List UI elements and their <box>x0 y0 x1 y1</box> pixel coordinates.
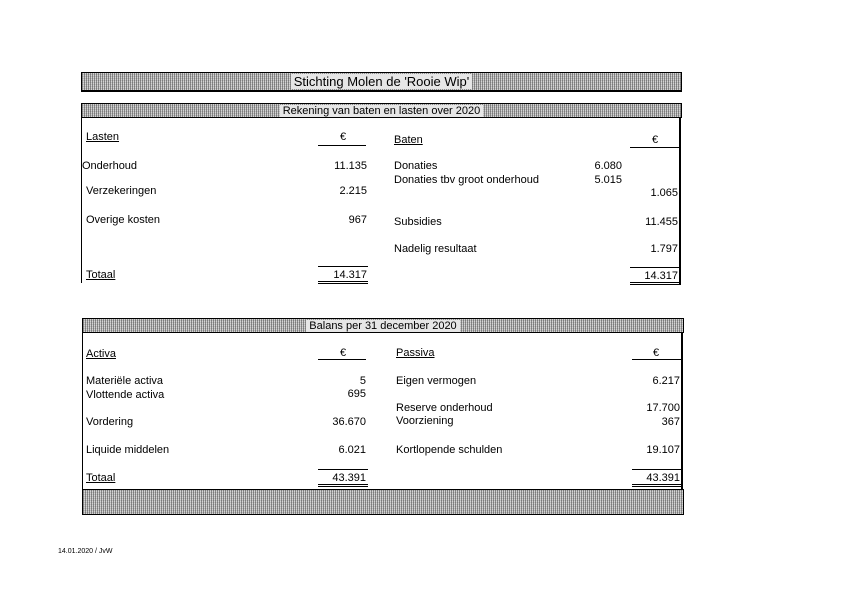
baten-value-donaties-groot: 1.065 <box>650 187 678 199</box>
baten-label-donaties: Donaties <box>394 160 438 172</box>
passiva-value-eigen: 6.217 <box>652 375 680 387</box>
activa-value-materiele: 5 <box>359 375 366 387</box>
passiva-currency: € <box>653 347 660 359</box>
lasten-value-verzekeringen: 2.215 <box>339 185 367 197</box>
baten-sub-donaties: 6.080 <box>594 160 622 172</box>
title-underline <box>81 90 682 92</box>
baten-total-rule-2 <box>630 284 680 285</box>
baten-header: Baten <box>394 134 423 146</box>
baten-total-rule-1 <box>630 282 680 283</box>
passiva-label-reserve: Reserve onderhoud <box>396 402 493 414</box>
passiva-total-rule-1 <box>632 484 682 485</box>
section1-left-border <box>81 118 82 283</box>
lasten-value-overige: 967 <box>348 214 367 226</box>
activa-currency-rule <box>318 359 366 360</box>
baten-label-donaties-groot: Donaties tbv groot onderhoud <box>394 174 539 186</box>
activa-label-materiele: Materiële activa <box>86 375 164 387</box>
section2-total-label: Totaal <box>86 472 116 484</box>
baten-currency: € <box>652 134 659 146</box>
passiva-total-value: 43.391 <box>646 472 680 484</box>
passiva-value-kortlopende: 19.107 <box>646 444 680 456</box>
baten-total-top-rule <box>630 267 680 268</box>
lasten-label-overige: Overige kosten <box>86 214 160 226</box>
baten-currency-rule <box>630 147 680 148</box>
section2-heading-bar <box>82 318 684 333</box>
title-bar <box>81 72 682 91</box>
activa-total-rule-2 <box>318 486 368 487</box>
baten-value-nadelig: 1.797 <box>650 243 678 255</box>
section1-right-border <box>679 118 681 285</box>
baten-sub-donaties-groot: 5.015 <box>594 174 622 186</box>
passiva-label-voorziening: Voorziening <box>396 415 454 427</box>
lasten-total-rule-2 <box>318 283 368 284</box>
passiva-label-eigen: Eigen vermogen <box>396 375 477 387</box>
lasten-currency-rule <box>318 145 366 146</box>
passiva-total-rule-2 <box>632 486 682 487</box>
lasten-header: Lasten <box>86 131 120 143</box>
baten-label-nadelig: Nadelig resultaat <box>394 243 477 255</box>
activa-label-vlottende: Vlottende activa <box>86 389 165 401</box>
passiva-header: Passiva <box>396 347 435 359</box>
lasten-total-value: 14.317 <box>333 269 367 281</box>
baten-label-subsidies: Subsidies <box>394 216 442 228</box>
baten-total-value: 14.317 <box>644 270 678 282</box>
activa-total-value: 43.391 <box>332 472 366 484</box>
activa-header: Activa <box>86 348 116 360</box>
section2-right-border <box>681 333 683 489</box>
activa-total-top-rule <box>318 469 368 470</box>
activa-value-vordering: 36.670 <box>332 416 366 428</box>
activa-label-liquide: Liquide middelen <box>86 444 170 456</box>
footer-note: 14.01.2020 / JvW <box>58 548 113 555</box>
section1-heading: Rekening van baten en lasten over 2020 <box>280 105 484 117</box>
lasten-currency: € <box>340 131 347 143</box>
activa-label-vordering: Vordering <box>86 416 134 428</box>
lasten-value-onderhoud: 11.135 <box>334 160 367 172</box>
passiva-total-top-rule <box>632 469 682 470</box>
passiva-label-kortlopende: Kortlopende schulden <box>396 444 503 456</box>
lasten-total-rule-1 <box>318 281 368 282</box>
activa-total-rule-1 <box>318 484 368 485</box>
passiva-currency-rule <box>632 359 682 360</box>
section1-heading-bar <box>81 103 682 118</box>
section2-left-border <box>82 333 83 489</box>
passiva-value-reserve: 17.700 <box>646 402 680 414</box>
passiva-value-voorziening: 367 <box>661 416 680 428</box>
activa-currency: € <box>340 347 347 359</box>
baten-value-subsidies: 11.455 <box>645 216 678 228</box>
activa-value-vlottende: 695 <box>347 388 366 400</box>
section1-total-label: Totaal <box>86 269 116 281</box>
activa-value-liquide: 6.021 <box>338 444 366 456</box>
lasten-label-onderhoud: Onderhoud <box>82 160 138 172</box>
section2-heading: Balans per 31 december 2020 <box>306 320 459 332</box>
lasten-total-top-rule <box>318 266 368 267</box>
document-title: Stichting Molen de 'Rooie Wip' <box>291 74 473 89</box>
lasten-label-verzekeringen: Verzekeringen <box>86 185 157 197</box>
section2-bottom-bar <box>82 489 684 515</box>
